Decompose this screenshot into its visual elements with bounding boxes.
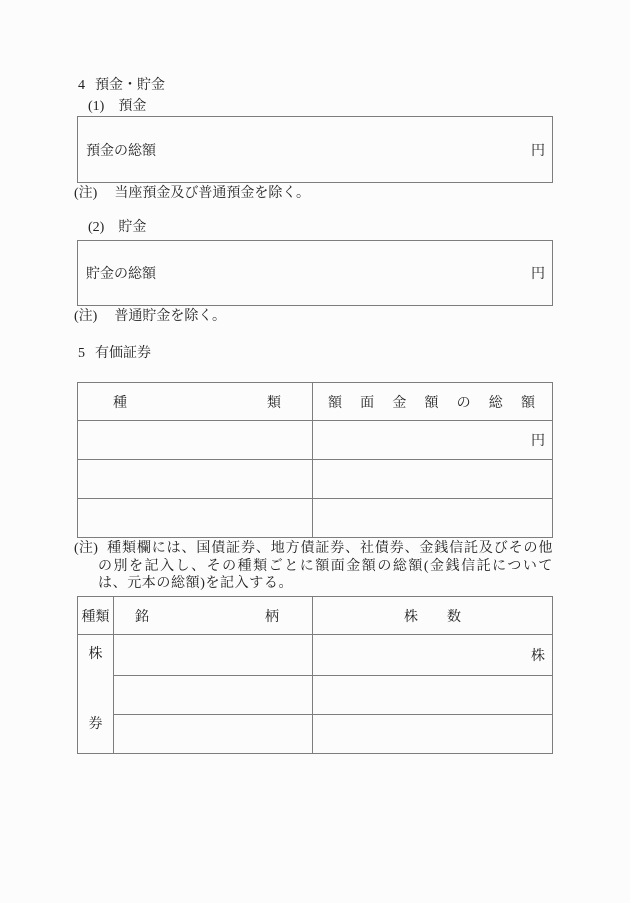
deposit-yen-unit-label: 円 <box>531 143 545 159</box>
subsection-deposit-number: (1) <box>88 99 105 114</box>
securities-type-cell-3 <box>78 499 313 537</box>
securities-amount-header-label: 額 面 金 額 の 総 額 <box>328 395 535 411</box>
stock-type-label-ken: 券 <box>88 717 103 732</box>
stock-type-body-cell <box>78 635 113 753</box>
subsection-savings-number: (2) <box>88 220 105 235</box>
stock-table <box>77 596 553 754</box>
stock-row-2 <box>114 675 552 714</box>
securities-type-header-cell <box>78 383 313 420</box>
stock-type-header-label: 種類 <box>81 609 110 625</box>
stock-shares-header-label: 株 数 <box>404 609 461 625</box>
deposit-total-box <box>77 116 553 183</box>
stock-table-main <box>114 597 552 753</box>
stock-shares-cell-1 <box>313 635 552 675</box>
stock-type-header-cell <box>78 597 113 635</box>
securities-amount-header-cell <box>313 383 552 420</box>
stock-brand-cell-1 <box>114 635 313 675</box>
securities-type-header-label: 種 類 <box>113 395 281 411</box>
subsection-deposit-heading <box>88 99 146 115</box>
stock-shares-cell-3 <box>313 715 552 753</box>
stock-shares-header-cell <box>313 597 552 634</box>
section-5-number: 5 <box>78 346 85 361</box>
securities-table <box>77 382 553 538</box>
stock-type-label-kabu: 株 <box>88 647 103 662</box>
section-4-number: 4 <box>78 78 85 93</box>
securities-type-cell-1 <box>78 421 313 459</box>
securities-type-cell-2 <box>78 460 313 498</box>
securities-row-3 <box>78 498 552 537</box>
subsection-deposit-title: 預金 <box>118 99 147 114</box>
savings-total-label: 貯金の総額 <box>86 267 156 282</box>
savings-yen-unit-label: 円 <box>531 267 545 282</box>
stock-type-column <box>78 597 114 753</box>
securities-amount-cell-3 <box>313 499 552 537</box>
securities-table-header-row <box>78 383 552 420</box>
stock-brand-cell-3 <box>114 715 313 753</box>
stock-brand-cell-2 <box>114 676 313 714</box>
subsection-savings-heading <box>88 220 146 236</box>
savings-total-box <box>77 240 553 306</box>
securities-note <box>74 540 553 593</box>
section-5-title: 有価証券 <box>95 346 151 361</box>
securities-amount-cell-1 <box>313 421 552 459</box>
deposit-note <box>74 186 310 202</box>
securities-note-text: 種類欄には、国債証券、地方債証券、社債券、金銭信託及びその他の別を記入し、その種類ごとに額面金額の総額(金銭信託については、元本の総額)を記入する。 <box>98 541 554 592</box>
deposit-note-text: 当座預金及び普通預金を除く。 <box>114 186 311 201</box>
stock-shares-cell-2 <box>313 676 552 714</box>
stock-brand-header-cell <box>114 597 313 634</box>
stock-brand-header-label: 銘 柄 <box>135 609 279 625</box>
securities-note-marker: (注) <box>74 541 98 556</box>
stock-table-header-row <box>114 597 552 635</box>
share-unit-label: 株 <box>531 649 545 664</box>
yen-unit-label: 円 <box>531 434 545 449</box>
subsection-savings-title: 貯金 <box>118 220 147 235</box>
deposit-note-marker: (注) <box>74 186 98 201</box>
stock-row-1 <box>114 635 552 675</box>
section-4-title: 預金・貯金 <box>95 78 165 93</box>
securities-amount-cell-2 <box>313 460 552 498</box>
savings-note-text: 普通貯金を除く。 <box>114 309 227 324</box>
savings-note <box>74 309 226 325</box>
section-5-heading <box>78 346 151 362</box>
stock-row-3 <box>114 714 552 753</box>
deposit-total-label: 預金の総額 <box>86 143 156 159</box>
savings-note-marker: (注) <box>74 309 98 324</box>
section-4-heading <box>78 78 165 94</box>
securities-row-1 <box>78 420 552 459</box>
securities-row-2 <box>78 459 552 498</box>
